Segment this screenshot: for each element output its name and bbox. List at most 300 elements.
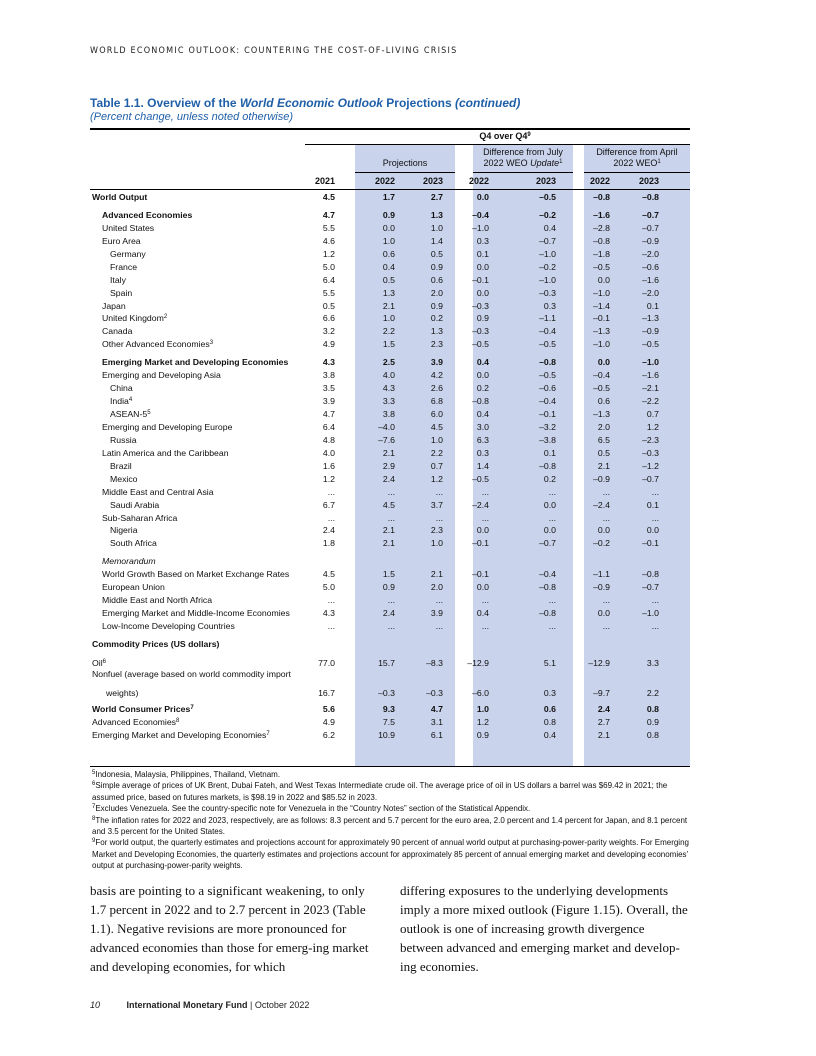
cell-value: –8.3 [426, 657, 443, 668]
proj-underline [355, 172, 455, 173]
cell-value: –0.8 [642, 569, 659, 580]
table-title: Table 1.1. Overview of the World Economic Outlook Projections (continued) [90, 96, 521, 110]
cell-value: –0.5 [539, 192, 556, 202]
cell-value: ... [435, 486, 443, 497]
cell-value: –0.8 [539, 357, 556, 368]
cell-value: 0.0 [597, 274, 610, 285]
cell-value: –0.5 [472, 339, 489, 350]
cell-value: 3.1 [430, 716, 443, 727]
row-label: Oil$^6$ [92, 657, 106, 668]
page-number: 10 [90, 1000, 101, 1010]
row-label: United Kingdom$^2$ [102, 313, 168, 324]
cell-value: ... [548, 595, 556, 606]
cell-value: ... [387, 512, 395, 523]
cell-value: 1.2 [322, 473, 335, 484]
table-row [90, 473, 690, 486]
cell-value: –2.2 [642, 396, 659, 407]
cell-value: ... [602, 486, 610, 497]
cell-value: 0.9 [382, 209, 395, 220]
cell-value: 0.2 [430, 313, 443, 324]
running-head: WORLD ECONOMIC OUTLOOK: COUNTERING THE COST-OF-LIVING CRISIS [90, 46, 458, 56]
cell-value: –0.4 [539, 396, 556, 407]
row-label: weights) [106, 687, 139, 698]
table-row [90, 356, 690, 369]
cell-value: 0.9 [476, 729, 489, 740]
cell-value: –0.8 [539, 608, 556, 619]
cell-value: –0.7 [642, 473, 659, 484]
row-label: Euro Area [102, 235, 141, 246]
cell-value: 2.4 [382, 473, 395, 484]
cell-value: 6.5 [597, 434, 610, 445]
cell-value: –0.7 [642, 209, 659, 220]
cell-value: ... [602, 595, 610, 606]
cell-value: ... [548, 621, 556, 631]
q4-underline [305, 144, 690, 145]
cell-value: –1.3 [593, 409, 610, 419]
cell-value: 0.1 [646, 499, 659, 510]
cell-value: ... [327, 595, 335, 606]
cell-value: 3.3 [646, 657, 659, 668]
cell-value: 2.7 [597, 716, 610, 727]
cell-value: –2.4 [472, 499, 489, 510]
cell-value: 2.2 [430, 447, 443, 458]
table-row [90, 668, 690, 681]
cell-value: 6.8 [430, 396, 443, 407]
cell-value: 0.0 [597, 357, 610, 368]
cell-value: 1.2 [646, 421, 659, 432]
table-row [90, 568, 690, 581]
table-row [90, 703, 690, 716]
row-label: Latin America and the Caribbean [102, 447, 229, 458]
cell-value: 4.3 [322, 608, 335, 619]
cell-value: 0.3 [543, 300, 556, 311]
cell-value: 1.4 [476, 460, 489, 471]
cell-value: 1.6 [322, 460, 335, 471]
cell-value: 0.9 [382, 582, 395, 593]
cell-value: 1.0 [430, 434, 443, 445]
cell-value: –1.6 [642, 370, 659, 381]
cell-value: 1.8 [322, 538, 335, 549]
cell-value: ... [387, 486, 395, 497]
row-label: Low-Income Developing Countries [102, 621, 235, 631]
april-underline [584, 172, 690, 173]
cell-value: 0.4 [543, 729, 556, 740]
table-row [90, 395, 690, 408]
cell-value: –0.1 [539, 409, 556, 419]
row-label: World Consumer Prices$^7$ [92, 703, 194, 714]
cell-value: –0.3 [539, 287, 556, 298]
cell-value: 0.0 [646, 525, 659, 536]
cell-value: 2.0 [430, 287, 443, 298]
cell-value: 0.0 [476, 261, 489, 272]
cell-value: 5.0 [322, 261, 335, 272]
cell-value: –1.1 [593, 569, 610, 580]
cell-value: 0.6 [597, 396, 610, 407]
table-row [90, 325, 690, 338]
cell-value: –0.9 [642, 235, 659, 246]
cell-value: 2.1 [382, 447, 395, 458]
cell-value: –1.0 [593, 287, 610, 298]
row-label: Emerging Market and Middle-Income Economies [102, 608, 290, 619]
cell-value: 4.6 [322, 235, 335, 246]
cell-value: ... [651, 595, 659, 606]
cell-value: ... [435, 512, 443, 523]
cell-value: 0.3 [476, 447, 489, 458]
cell-value: –0.4 [472, 209, 489, 220]
cell-value: 2.3 [430, 339, 443, 350]
cell-value: 0.0 [597, 525, 610, 536]
footnote-ref: 6 [102, 658, 106, 665]
cell-value: –0.4 [539, 326, 556, 337]
year-header-1: 2022 [374, 176, 395, 186]
cell-value: 2.5 [382, 357, 395, 368]
footnote-ref: 7 [190, 704, 194, 711]
cell-value: –0.5 [539, 339, 556, 350]
table-row [90, 274, 690, 287]
row-label: Emerging and Developing Asia [102, 370, 221, 381]
row-label: Japan [102, 300, 126, 311]
footnote-ref: 4 [128, 397, 133, 404]
cell-value: –0.8 [472, 396, 489, 407]
cell-value: 0.1 [543, 447, 556, 458]
cell-value: 0.2 [543, 473, 556, 484]
cell-value: ... [651, 486, 659, 497]
cell-value: –0.8 [593, 192, 610, 202]
cell-value: ... [435, 595, 443, 606]
cell-value: –2.3 [642, 434, 659, 445]
row-label: Middle East and North Africa [102, 595, 213, 606]
table-row [90, 287, 690, 300]
table-row [90, 524, 690, 537]
cell-value: –2.8 [593, 222, 610, 233]
table-row [90, 191, 690, 204]
cell-value: 3.9 [322, 396, 335, 407]
footnote-ref: 5 [147, 410, 151, 416]
cell-value: 3.9 [430, 357, 443, 368]
table-row [90, 486, 690, 499]
footnote-ref: 8 [176, 717, 180, 724]
cell-value: 6.6 [322, 313, 335, 324]
cell-value: ... [327, 486, 335, 497]
cell-value: 5.5 [322, 287, 335, 298]
cell-value: ... [435, 621, 443, 631]
cell-value: –1.8 [593, 248, 610, 259]
cell-value: 4.7 [322, 409, 335, 419]
cell-value: 4.5 [322, 569, 335, 580]
cell-value: –0.1 [472, 538, 489, 549]
cell-value: 4.8 [322, 434, 335, 445]
cell-value: 0.3 [543, 687, 556, 698]
footnote: $^6$Simple average of prices of UK Brent, Dubai Fateh, and West Texas Intermediate crude oil. The average price of oil in US dollars a barrel was $69.42 in 2021; the assumed price, based on futures markets, is $98.19 in 2022 and $85.52 in 2023. [92, 781, 668, 802]
row-label: Emerging Market and Developing Economies [102, 357, 289, 368]
cell-value: 0.9 [430, 261, 443, 272]
cell-value: 0.6 [430, 274, 443, 285]
table-row [90, 434, 690, 447]
row-label: Advanced Economies [102, 209, 193, 220]
year-header-2: 2023 [422, 176, 443, 186]
cell-value: 2.1 [382, 538, 395, 549]
cell-value: ... [481, 621, 489, 631]
july-underline [473, 172, 573, 173]
cell-value: –0.8 [539, 582, 556, 593]
body-text-right: differing exposures to the underlying developments imply a more mixed outlook (Figure 1.15). Overall, the outlook is one of increasing growth divergence between advanced and emerging market and develop-ing economies. [400, 883, 688, 974]
row-label: Commodity Prices (US dollars) [92, 638, 220, 649]
row-label: India$^4$ [110, 396, 133, 407]
cell-value: 2.1 [597, 729, 610, 740]
cell-value: 3.9 [430, 608, 443, 619]
table-row [90, 620, 690, 633]
table-row [90, 235, 690, 248]
cell-value: 1.2 [430, 473, 443, 484]
cell-value: 6.2 [322, 729, 335, 740]
table-row [90, 512, 690, 525]
cell-value: 16.7 [318, 687, 335, 698]
cell-value: 0.4 [476, 608, 489, 619]
cell-value: –1.0 [472, 222, 489, 233]
cell-value: 0.0 [476, 582, 489, 593]
cell-value: 0.9 [430, 300, 443, 311]
cell-value: –1.2 [642, 460, 659, 471]
cell-value: 1.3 [430, 326, 443, 337]
table-row [90, 555, 690, 568]
footnote: $^5$Indonesia, Malaysia, Philippines, Thailand, Vietnam. [92, 770, 281, 779]
cell-value: 5.0 [322, 582, 335, 593]
cell-value: 0.5 [430, 248, 443, 259]
row-label: ASEAN-$5^5$ [110, 409, 151, 419]
table-row [90, 537, 690, 550]
cell-value: –0.4 [593, 370, 610, 381]
cell-value: 0.0 [476, 525, 489, 536]
cell-value: 2.3 [430, 525, 443, 536]
cell-value: –0.2 [539, 261, 556, 272]
cell-value: –1.6 [593, 209, 610, 220]
row-label: Other Advanced Economies$^3$ [102, 339, 214, 350]
cell-value: 2.1 [382, 300, 395, 311]
cell-value: –6.0 [472, 687, 489, 698]
cell-value: 4.2 [430, 370, 443, 381]
cell-value: 3.0 [476, 421, 489, 432]
cell-value: –1.0 [539, 274, 556, 285]
cell-value: 0.0 [543, 499, 556, 510]
cell-value: 6.1 [430, 729, 443, 740]
cell-value: 4.5 [430, 421, 443, 432]
table-row [90, 729, 690, 742]
cell-value: –0.3 [642, 447, 659, 458]
diff-july-header: Difference from July 2022 WEO Update$^1$ [483, 147, 563, 168]
cell-value: –0.6 [539, 383, 556, 394]
cell-value: –12.9 [467, 657, 489, 668]
row-label: Russia [110, 434, 137, 445]
row-label: France [110, 261, 138, 272]
year-header-3: 2022 [468, 176, 489, 186]
table-row [90, 594, 690, 607]
cell-value: 0.4 [382, 261, 395, 272]
cell-value: –1.3 [642, 313, 659, 324]
cell-value: 3.2 [322, 326, 335, 337]
cell-value: 2.1 [382, 525, 395, 536]
cell-value: 4.3 [322, 357, 335, 368]
cell-value: 2.4 [322, 525, 335, 536]
row-label: Nonfuel (average based on world commodity import [92, 668, 291, 679]
cell-value: 10.9 [378, 729, 395, 740]
cell-value: ... [651, 512, 659, 523]
cell-value: –0.1 [642, 538, 659, 549]
footnote-ref: 3 [209, 340, 214, 347]
cell-value: ... [481, 512, 489, 523]
footnotes [92, 769, 690, 872]
table-row [90, 222, 690, 235]
page-footer [90, 1000, 309, 1010]
cell-value: 0.3 [476, 235, 489, 246]
cell-value: 4.9 [322, 716, 335, 727]
cell-value: 1.3 [430, 209, 443, 220]
cell-value: 1.3 [382, 287, 395, 298]
cell-value: ... [387, 595, 395, 606]
table-row [90, 369, 690, 382]
table-row [90, 338, 690, 351]
cell-value: 3.8 [382, 409, 395, 419]
cell-value: 0.0 [476, 192, 489, 202]
cell-value: 2.6 [430, 383, 443, 394]
cell-value: –12.9 [588, 657, 610, 668]
cell-value: 7.5 [382, 716, 395, 727]
cell-value: –0.8 [642, 192, 659, 202]
cell-value: –0.7 [642, 582, 659, 593]
cell-value: –7.6 [378, 434, 395, 445]
cell-value: ... [481, 486, 489, 497]
cell-value: 6.4 [322, 421, 335, 432]
body-text-left: basis are pointing to a significant weakening, to only 1.7 percent in 2022 and to 2.7 percent in 2023 (Table 1.1). Negative revisions are more pronounced for advanced economies than those for emerg-ing market and developing economies, for which [90, 883, 369, 974]
cell-value: 4.5 [322, 192, 335, 202]
row-label: Memorandum [102, 556, 156, 567]
cell-value: 2.2 [646, 687, 659, 698]
cell-value: –0.5 [642, 339, 659, 350]
cell-value: 15.7 [378, 657, 395, 668]
row-label: Saudi Arabia [110, 499, 160, 510]
diff-april-header: Difference from April 2022 WEO$^1$ [596, 147, 678, 168]
cell-value: 1.0 [430, 222, 443, 233]
table-row [90, 460, 690, 473]
cell-value: ... [651, 621, 659, 631]
year-header-5: 2022 [589, 176, 610, 186]
table-row [90, 300, 690, 313]
cell-value: 2.0 [430, 582, 443, 593]
table-row [90, 248, 690, 261]
cell-value: 6.4 [322, 274, 335, 285]
cell-value: ... [602, 512, 610, 523]
cell-value: –0.5 [539, 370, 556, 381]
cell-value: 6.0 [430, 409, 443, 419]
row-label: Emerging and Developing Europe [102, 421, 233, 432]
cell-value: 0.1 [646, 300, 659, 311]
cell-value: –3.8 [539, 434, 556, 445]
cell-value: 0.0 [476, 370, 489, 381]
cell-value: 0.8 [646, 703, 659, 714]
cell-value: 0.7 [646, 409, 659, 419]
table-row [90, 681, 690, 698]
table-row [90, 607, 690, 620]
table-row [90, 408, 690, 421]
table-row [90, 261, 690, 274]
footnote-ref: 2 [163, 314, 168, 321]
cell-value: –0.6 [642, 261, 659, 272]
cell-value: 1.0 [382, 313, 395, 324]
cell-value: 0.8 [646, 729, 659, 740]
row-label: Germany [110, 248, 146, 259]
cell-value: 0.5 [597, 447, 610, 458]
cell-value: 2.0 [597, 421, 610, 432]
cell-value: 0.2 [476, 383, 489, 394]
cell-value: –0.9 [593, 473, 610, 484]
cell-value: 2.4 [382, 608, 395, 619]
cell-value: 2.2 [382, 326, 395, 337]
data-rows [90, 191, 690, 742]
cell-value: 4.5 [382, 499, 395, 510]
cell-value: –0.3 [472, 300, 489, 311]
header-bottom-rule [90, 189, 690, 190]
cell-value: 4.7 [322, 209, 335, 220]
table-row [90, 209, 690, 222]
cell-value: 1.0 [430, 538, 443, 549]
row-label: Spain [110, 287, 133, 298]
footnote: $^8$The inflation rates for 2022 and 2023, respectively, are as follows: 8.3 percent and 5.7 percent for the euro area, 2.0 percent and 1.4 percent for Japan, and 8.1 percent and 3.5 percent for the United States. [92, 815, 688, 837]
footnote: $^9$For world output, the quarterly estimates and projections account for approximately 90 percent of annual world output at purchasing-power-parity weights. For Emerging Market and Developing Economies, the quarterly estimates and projections account for approximately 85 percent of annual emerging market and developing economies’ output at purchasing-power-parity weights. [92, 838, 689, 871]
cell-value: –0.1 [593, 313, 610, 324]
cell-value: –3.2 [539, 421, 556, 432]
q4-header: Q4 over $Q4^9$ [479, 131, 531, 141]
footnote-ref: 7 [266, 730, 270, 737]
table-row [90, 716, 690, 729]
cell-value: 2.1 [430, 569, 443, 580]
cell-value: ... [602, 621, 610, 631]
cell-value: –0.3 [426, 687, 443, 698]
cell-value: 0.4 [476, 357, 489, 368]
cell-value: 0.6 [382, 248, 395, 259]
row-label: China [110, 383, 133, 394]
row-label: World Output [92, 192, 148, 202]
cell-value: –0.7 [539, 538, 556, 549]
top-rule [90, 128, 690, 130]
cell-value: –2.0 [642, 287, 659, 298]
cell-value: 6.3 [476, 434, 489, 445]
cell-value: –0.2 [539, 209, 556, 220]
cell-value: –0.9 [593, 582, 610, 593]
footnote: $^7$Excludes Venezuela. See the country-specific note for Venezuela in the “Country Notes” section of the Statistical Appendix. [92, 804, 531, 814]
cell-value: –0.9 [642, 326, 659, 337]
cell-value: 3.5 [322, 383, 335, 394]
cell-value: –1.0 [539, 248, 556, 259]
row-label: World Growth Based on Market Exchange Rates [102, 569, 290, 580]
cell-value: 0.7 [430, 460, 443, 471]
cell-value: 9.3 [382, 703, 395, 714]
cell-value: 0.9 [646, 716, 659, 727]
footer-org: International Monetary Fund [126, 1000, 248, 1010]
cell-value: 2.7 [430, 192, 443, 202]
row-label: Italy [110, 274, 126, 285]
cell-value: 5.6 [322, 703, 335, 714]
year-header-4: 2023 [535, 176, 556, 186]
cell-value: 0.4 [543, 222, 556, 233]
row-label: Sub-Saharan Africa [102, 512, 178, 523]
cell-value: –2.0 [642, 248, 659, 259]
cell-value: –0.3 [378, 687, 395, 698]
row-label: Canada [102, 326, 133, 337]
cell-value: 0.5 [382, 274, 395, 285]
cell-value: 1.5 [382, 339, 395, 350]
cell-value: –0.5 [472, 473, 489, 484]
cell-value: ... [481, 595, 489, 606]
cell-value: ... [387, 621, 395, 631]
